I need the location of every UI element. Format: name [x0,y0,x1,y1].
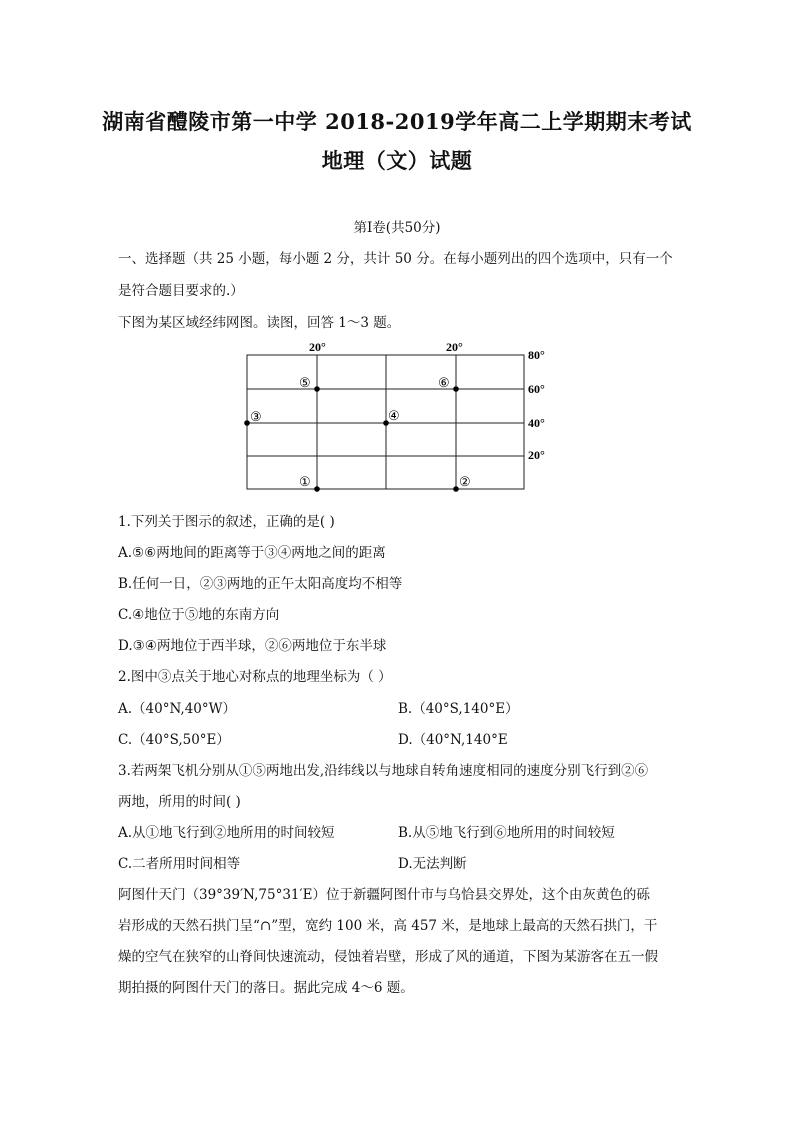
passage-line-3: 燥的空气在狭窄的山脊间快速流动，侵蚀着岩壁，形成了风的通道，下图为某游客在五一假 [118,949,658,965]
passage-line-1: 阿图什天门（39°39′N,75°31′E）位于新疆阿图什市与乌恰县交界处，这个由灰黄色的砾 [118,887,650,903]
graticule-map [238,338,568,498]
map-intro: 下图为某区域经纬网图。读图，回答 1～3 题。 [118,315,401,331]
q1-option-c: C.④地位于⑤地的东南方向 [118,607,280,623]
lat-label-80: 80° [528,348,545,362]
q3-option-d: D.无法判断 [398,856,467,872]
point-5-label: ⑤ [299,375,311,390]
q3-option-c: C.二者所用时间相等 [118,856,241,872]
lat-label-20: 20° [528,448,545,462]
exam-subtitle: 地理（文）试题 [321,148,473,173]
volume-heading: 第Ⅰ卷(共50分) [353,220,441,236]
point-5-dot [314,386,320,392]
q2-option-b: B.（40°S,140°E） [398,701,519,717]
section-intro-cont: 是符合题目要求的.） [118,283,244,299]
point-6-label: ⑥ [438,375,450,390]
point-3-dot [244,420,250,426]
q3-option-b: B.从⑤地飞行到⑥地所用的时间较短 [398,825,615,841]
q3-stem-cont: 两地，所用的时间( ) [118,794,241,810]
q1-option-d: D.③④两地位于西半球，②⑥两地位于东半球 [118,638,387,654]
point-1-dot [314,486,320,492]
top-label-20-right: 20° [446,340,463,354]
point-6-dot [453,386,459,392]
section-intro: 一、选择题（共 25 小题，每小题 2 分，共计 50 分。在每小题列出的四个选项中，只有一个 [118,251,673,267]
exam-title: 湖南省醴陵市第一中学 2018-2019学年高二上学期期末考试 [102,109,692,134]
lat-label-60: 60° [528,382,545,396]
point-1-label: ① [299,474,311,489]
point-4-label: ④ [388,408,400,423]
passage-line-4: 期拍摄的阿图什天门的落日。据此完成 4～6 题。 [118,980,414,996]
q3-stem: 3.若两架飞机分别从①⑤两地出发,沿纬线以与地球自转角速度相同的速度分别飞行到②⑥ [118,763,649,779]
q2-option-d: D.（40°N,140°E [398,732,508,748]
q2-stem: 2.图中③点关于地心对称点的地理坐标为（ ） [118,669,392,685]
passage-line-2: 岩形成的天然石拱门呈“∩”型，宽约 100 米，高 457 米，是地球上最高的天然石拱门，干 [118,918,658,934]
q1-stem: 1.下列关于图示的叙述，正确的是( ) [118,514,335,530]
q2-option-c: C.（40°S,50°E） [118,732,230,748]
top-label-20-left: 20° [309,340,326,354]
q1-option-a: A.⑤⑥两地间的距离等于③④两地之间的距离 [118,545,386,561]
q2-option-a: A.（40°N,40°W） [118,701,237,717]
lat-label-40: 40° [528,416,545,430]
point-2-label: ② [459,474,471,489]
point-2-dot [453,486,459,492]
q3-option-a: A.从①地飞行到②地所用的时间较短 [118,825,335,841]
q1-option-b: B.任何一日，②③两地的正午太阳高度均不相等 [118,576,403,592]
point-3-label: ③ [250,409,262,424]
